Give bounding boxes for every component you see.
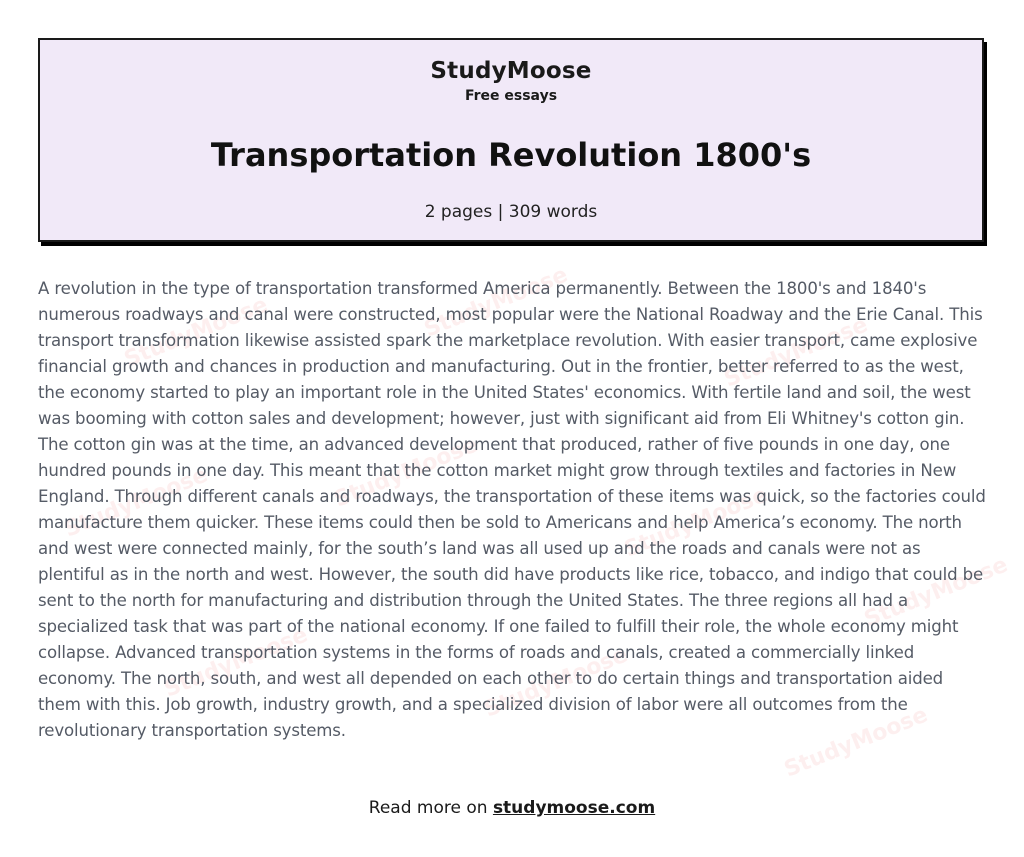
- page-title: Transportation Revolution 1800's: [210, 136, 812, 174]
- watermark-logo: StudyMoose: [620, 482, 772, 563]
- studymoose-link[interactable]: studymoose.com: [492, 798, 656, 818]
- watermark-logo: StudyMoose: [330, 432, 482, 513]
- watermark-logo: StudyMoose: [60, 462, 212, 543]
- brand-tagline: Free essays: [464, 88, 558, 104]
- watermark-logo: StudyMoose: [780, 702, 932, 783]
- watermark-logo: StudyMoose: [420, 262, 572, 343]
- read-more-line: [0, 798, 1024, 818]
- read-more-prefix: Read more on: [368, 798, 488, 818]
- watermark-logo: StudyMoose: [480, 642, 632, 723]
- watermark-logo: StudyMoose: [720, 312, 872, 393]
- brand-logo[interactable]: StudyMoose: [430, 58, 592, 84]
- watermark-logo: StudyMoose: [860, 552, 1012, 633]
- essay-header: [38, 38, 984, 242]
- essay-body: A revolution in the type of transportation transformed America permanently. Between the 1800's and 1840's numerous roadways and canal were constructed, most popular were the National Roadway and the Erie Canal. This transport transformation likewise assisted spark the marketplace revolution. With easier transport, came explosive financial growth and chances in production and manufacturing. Out in the frontier, better referred to as the west, the economy started to play an important role in the United States' economics. With fertile land and soil, the west was booming with cotton sales and development; however, just with significant aid from Eli Whitney's cotton gin. The cotton gin was at the time, an advanced development that produced, rather of five pounds in one day, one hundred pounds in one day. This meant that the cotton market might grow through textiles and factories in New England. Through different canals and roadways, the transportation of these items was quick, so the factories could manufacture them quicker. These items could then be sold to Americans and help America’s economy. The north and west were connected mainly, for the south’s land was all used up and the roads and canals were not as plentiful as in the north and west. However, the south did have products like rice, tobacco, and indigo that could be sent to the north for manufacturing and distribution through the United States. The three regions all had a specialized task that was part of the national economy. If one failed to fulfill their role, the whole economy might collapse. Advanced transportation systems in the forms of roads and canals, created a commercially linked economy. The north, south, and west all depended on each other to do certain things and transportation aided them with this. Job growth, industry growth, and a specialized division of labor were all outcomes from the revolutionary transportation systems.: [38, 279, 986, 740]
- essay-meta: 2 pages | 309 words: [424, 202, 598, 222]
- watermark-logo: StudyMoose: [160, 622, 312, 703]
- watermark-logo: StudyMoose: [120, 292, 272, 373]
